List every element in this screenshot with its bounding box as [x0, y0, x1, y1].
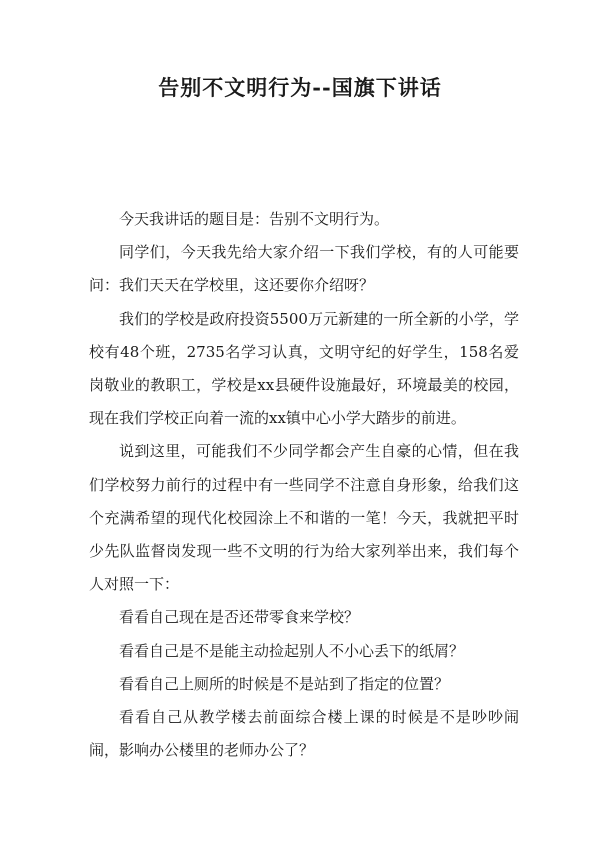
- document-title: 告别不文明行为--国旗下讲话: [158, 75, 442, 100]
- paragraph-check-litter: 看看自己是不是能主动捡起别人不小心丢下的纸屑？: [119, 641, 465, 660]
- paragraph-concern: 说到这里，可能我们不少同学都会产生自豪的心情，但在我们学校努力前行的过程中有一些同学不注意自身形象，给我们这个充满希望的现代化校园涂上不和谐的一笔！今天，我就把平时少先队监督岗发现一些不文明的行为给大家列举出来，我们每个人对照一下：: [89, 442, 519, 594]
- document-body: [89, 203, 519, 767]
- paragraph-school-description: 我们的学校是政府投资5500万元新建的一所全新的小学，学校有48个班，2735名学习认真，文明守纪的好学生，158名爱岗敬业的教职工，学校是xx县硬件设施最好，环境最美的校园，现在我们学校正向着一流的xx镇中心小学大踏步的前进。: [89, 309, 519, 428]
- paragraph-check-restroom: 看看自己上厕所的时候是不是站到了指定的位置？: [119, 674, 450, 693]
- paragraph-topic: 今天我讲话的题目是：告别不文明行为。: [119, 210, 390, 228]
- paragraph-check-noise: 看看自己从教学楼去前面综合楼上课的时候是不是吵吵闹闹，影响办公楼里的老师办公了？: [89, 708, 519, 760]
- paragraph-check-snacks: 看看自己现在是否还带零食来学校？: [119, 608, 360, 627]
- paragraph-intro: 同学们，今天我先给大家介绍一下我们学校，有的人可能要问：我们天天在学校里，这还要你介绍呀？: [89, 243, 519, 295]
